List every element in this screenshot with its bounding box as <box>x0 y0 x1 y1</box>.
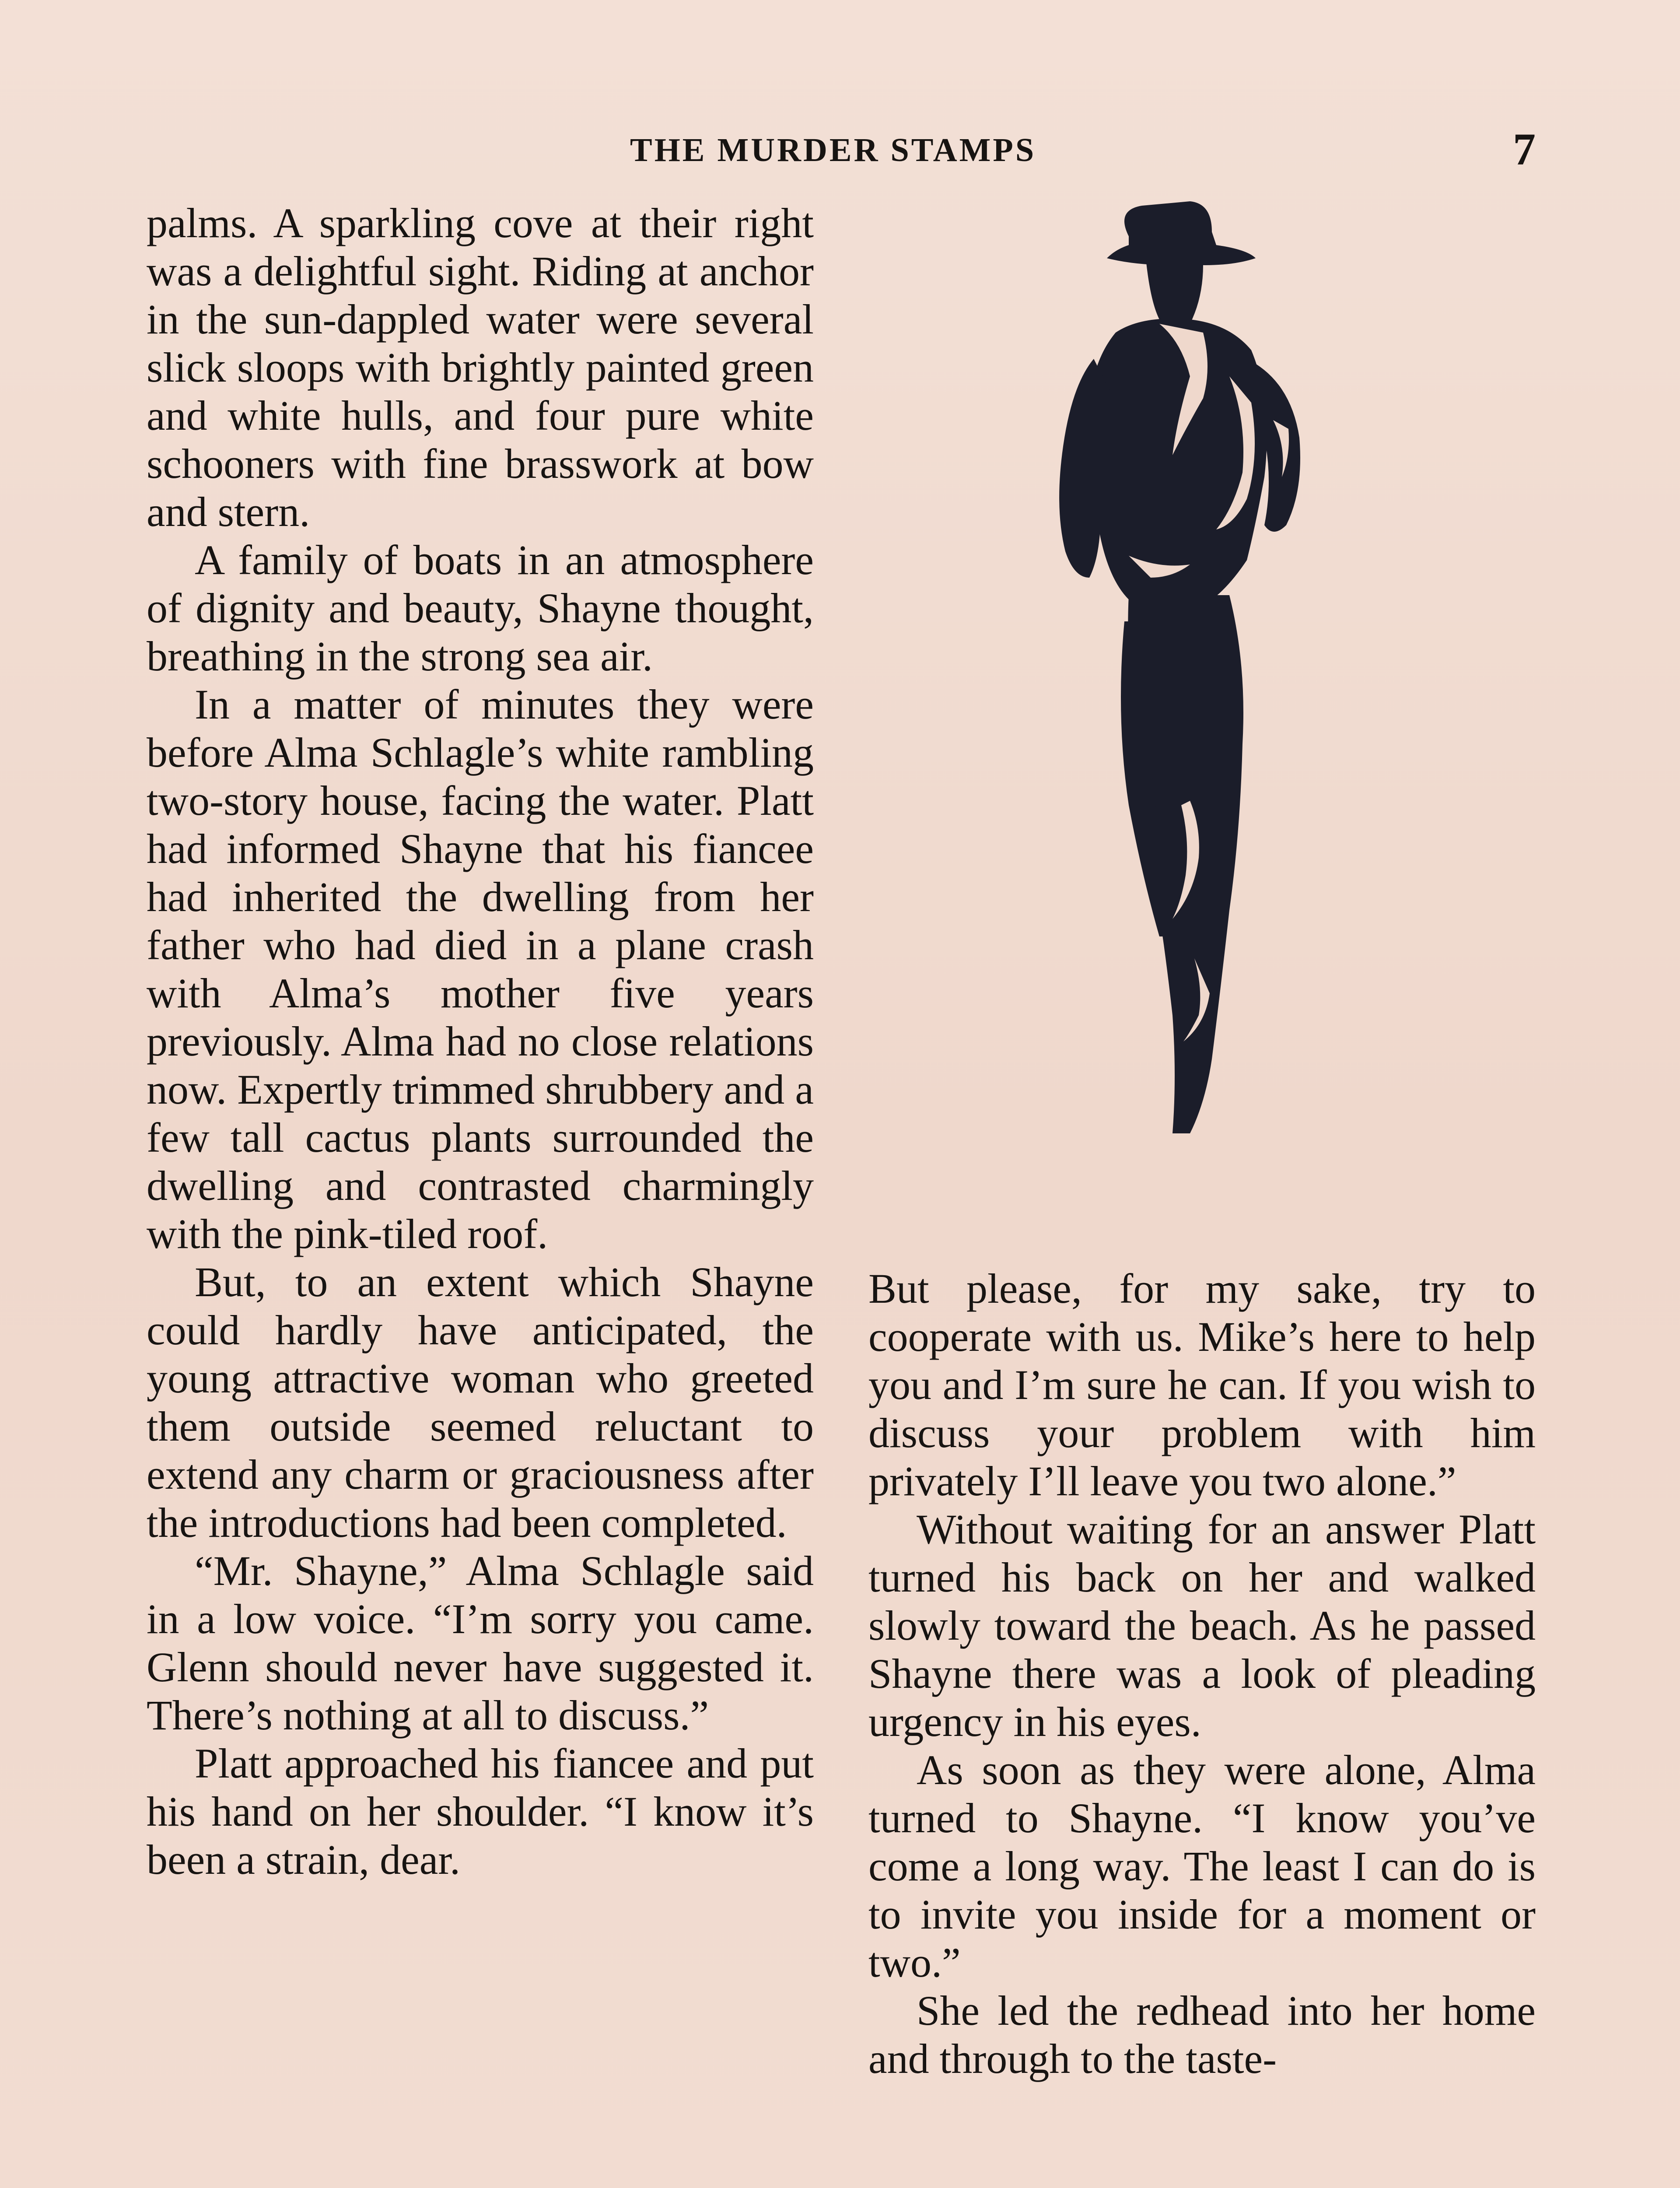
paragraph: She led the redhead into her home and through to the taste- <box>868 1987 1536 2082</box>
paragraph: palms. A sparkling cove at their right was a delightful sight. Riding at anchor in the sun-dappled water were several slick sloops with brightly painted green and white hulls, and four pure white schooners with fine brasswork at bow and stern. <box>147 200 814 535</box>
paragraph: “Mr. Shayne,” Alma Schlagle said in a low voice. “I’m sorry you came. Glenn should never have suggested it. There’s nothing at all to discuss.” <box>147 1547 814 1739</box>
man-in-hat-illustration <box>984 193 1400 1168</box>
page-number: 7 <box>1513 124 1536 175</box>
paragraph: Platt approached his fiancee and put his hand on her shoulder. “I know it’s been a strain, dear. <box>147 1740 814 1883</box>
left-text-column <box>147 199 814 1884</box>
paragraph: As soon as they were alone, Alma turned to Shayne. “I know you’ve come a long way. The least I can do is to invite you inside for a moment or two.” <box>868 1746 1536 1986</box>
right-text-column <box>868 1265 1536 2083</box>
paragraph: But please, for my sake, try to cooperate with us. Mike’s here to help you and I’m sure he can. If you wish to discuss your problem with him privately I’ll leave you two alone.” <box>868 1265 1536 1504</box>
paragraph: But, to an extent which Shayne could hardly have anticipated, the young attractive woman who greeted them outside seemed reluctant to extend any charm or graciousness after the introductions had been completed. <box>147 1259 814 1546</box>
paragraph: A family of boats in an atmosphere of dignity and beauty, Shayne thought, breathing in the strong sea air. <box>147 536 814 680</box>
paragraph: In a matter of minutes they were before Alma Schlagle’s white rambling two-story house, facing the water. Platt had informed Shayne that his fiancee had inherited the dwelling from her father who had died in a plane crash with Alma’s mother five years previously. Alma had no close relations now. Expertly trimmed shrubbery and a few tall cactus plants surrounded the dwelling and contrasted charmingly with the pink-tiled roof. <box>147 681 814 1257</box>
paragraph: Without waiting for an answer Platt turned his back on her and walked slowly toward the beach. As he passed Shayne there was a look of pleading urgency in his eyes. <box>868 1506 1536 1745</box>
running-head: THE MURDER STAMPS <box>630 132 1036 168</box>
